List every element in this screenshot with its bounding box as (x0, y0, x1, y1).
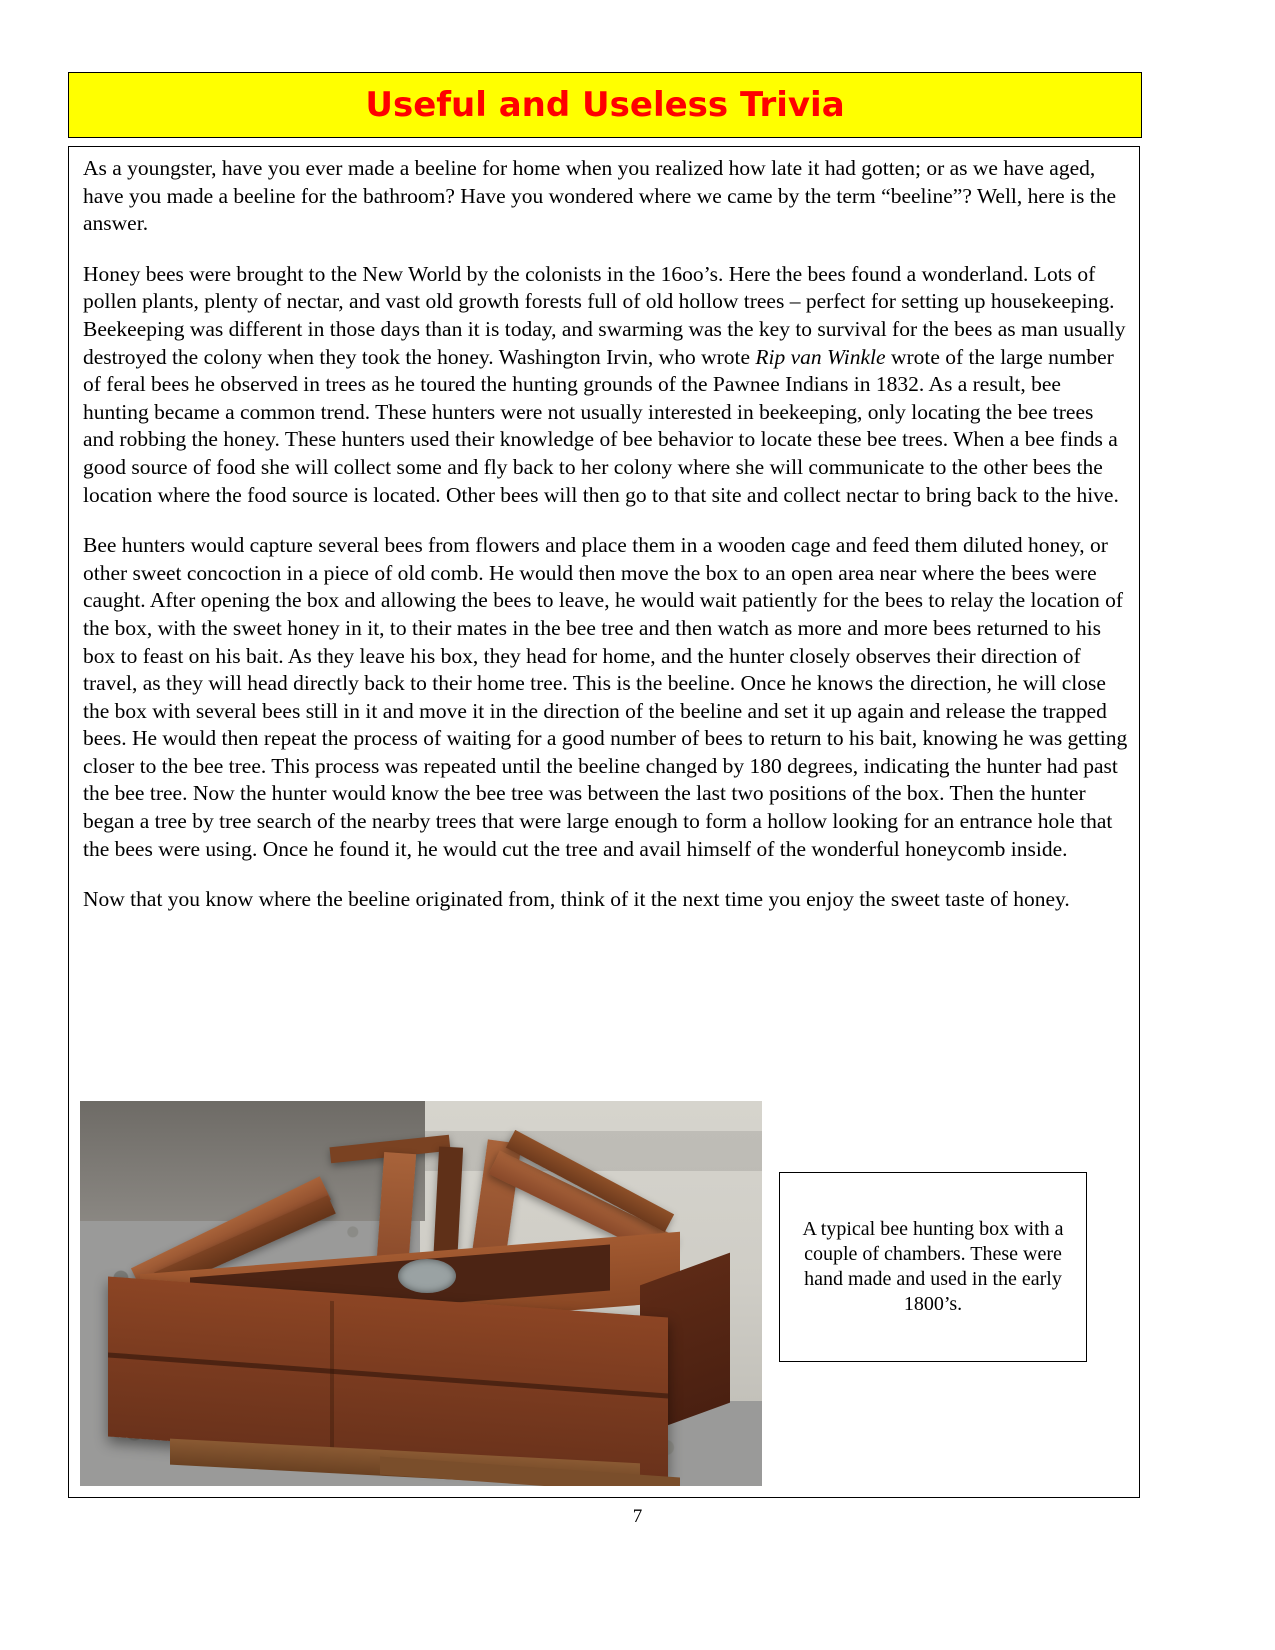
photo-wall-shadow (420, 1131, 762, 1171)
paragraph-2-part-1: Honey bees were brought to the New World by the colonists in the 16oo’s. Here the bees found a wonderland. Lots of pollen plants, plenty of nectar, and vast old growth forests full of old hollow trees – perfect for setting up housekeeping. Beekeeping was different in those days than it is today, and swarming was the key to survival for the bees as man usually destroyed the colony when they took the honey. Washington Irvin, who wrote (83, 261, 1126, 369)
paragraph-4: Now that you know where the beeline originated from, think of it the next time you enjoy the sweet taste of honey. (83, 887, 1070, 912)
photo-canvas (80, 1101, 762, 1486)
page-number: 7 (632, 1506, 643, 1527)
book-title: Rip van Winkle (755, 344, 886, 369)
figure-caption: A typical bee hunting box with a couple of chambers. These were hand made and used in the early 1800’s. (802, 1218, 1064, 1315)
article-body (83, 155, 1129, 914)
bee-hunting-box-photo (80, 1101, 762, 1486)
figure-caption-box (779, 1172, 1087, 1362)
paragraph-2-part-2: wrote of the large number of feral bees he observed in trees as he toured the hunting grounds of the Pawnee Indians in 1832. As a result, bee hunting became a common trend. These hunters were not usually interested in beekeeping, only locating the bee trees and robbing the honey. These hunters used their knowledge of bee behavior to locate these bee trees. When a bee finds a good source of food she will collect some and fly back to her colony where she will communicate to the other bees the location where the food source is located. Other bees will then go to that site and collect nectar to bring back to the hive. (83, 344, 1119, 507)
box-viewing-hole (398, 1259, 456, 1293)
photo-floor (80, 1101, 425, 1221)
paragraph-3: Bee hunters would capture several bees from flowers and place them in a wooden cage and feed them diluted honey, or other sweet concoction in a piece of old comb. He would then move the box to an open area near where the bees were caught. After opening the box and allowing the bees to leave, he would wait patiently for the bees to relay the location of the box, with the sweet honey in it, to their mates in the bee tree and then watch as more and more bees returned to his box to feast on his bait. As they leave his box, they head for home, and the hunter closely observes their direction of travel, as they will head directly back to their home tree. This is the beeline. Once he knows the direction, he will close the box with several bees still in it and move it in the direction of the beeline and set it up again and release the trapped bees. He would then repeat the process of waiting for a good number of bees to return to his bait, knowing he was getting closer to the bee tree. This process was repeated until the beeline changed by 180 degrees, indicating the hunter had past the bee tree. Now the hunter would know the bee tree was between the last two positions of the box. Then the hunter began a tree by tree search of the nearby trees that were large enough to form a hollow looking for an entrance hole that the bees were using. Once he found it, he would cut the tree and avail himself of the wonderful honeycomb inside. (83, 533, 1128, 861)
box-front-joint (330, 1301, 334, 1451)
paragraph-2 (83, 261, 1129, 509)
page-title: Useful and Useless Trivia (365, 85, 845, 125)
paragraph-1: As a youngster, have you ever made a beeline for home when you realized how late it had gotten; or as we have aged, have you made a beeline for the bathroom? Have you wondered where we came by the term “beeline”? Well, here is the answer. (83, 156, 1117, 236)
page-title-banner (68, 72, 1142, 138)
article-frame (68, 146, 1140, 1498)
